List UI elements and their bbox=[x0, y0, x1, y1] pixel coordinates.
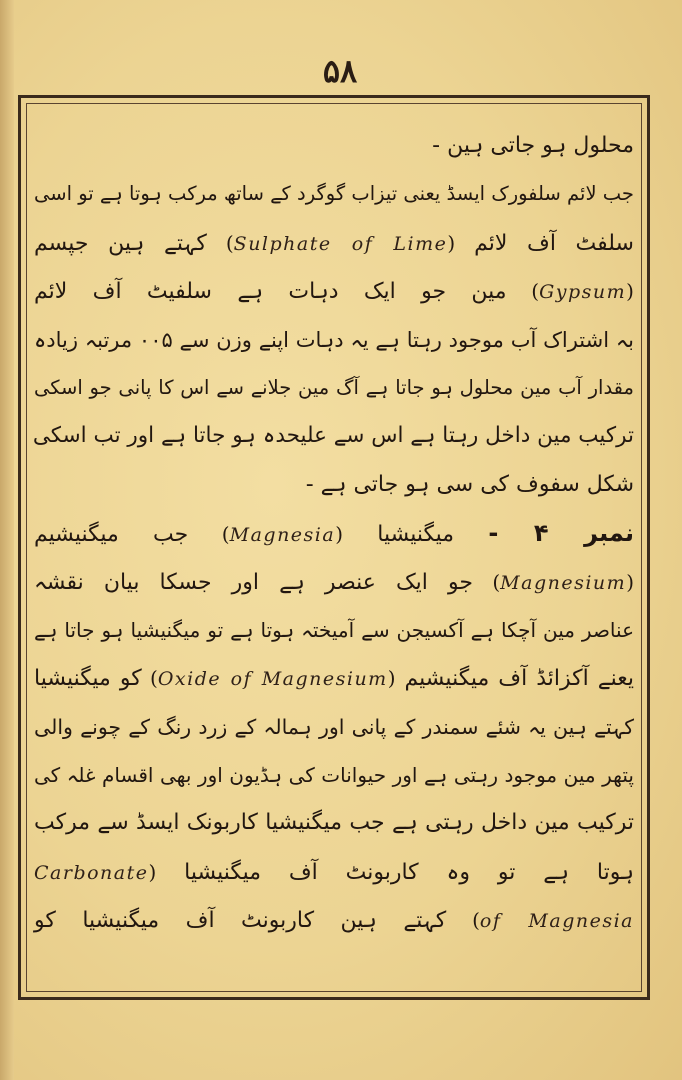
text-line bbox=[28, 267, 640, 315]
parenthesis: ( bbox=[387, 666, 396, 691]
urdu-text: ہوتا ہے تو وہ کاربونٹ آف میگنیشیا bbox=[156, 859, 634, 885]
text-line bbox=[28, 558, 640, 606]
latin-term: Sulphate of Lime bbox=[233, 232, 448, 255]
urdu-text: مقدار آب مین محلول ہو جاتا ہے آگ مین جلانے سے اس کا پانی جو اسکی bbox=[34, 375, 634, 399]
urdu-text: مین جو ایک دہات ہے سلفیٹ آف لائم bbox=[34, 279, 507, 305]
page-spine-shadow bbox=[0, 0, 14, 1080]
urdu-text: کہتے ہین یہ شئے سمندر کے پانی اور ہمالہ کے زرد رنگ کے چونے والی bbox=[34, 714, 634, 739]
urdu-text: جو ایک عنصر ہے اور جسکا بیان نقشہ bbox=[34, 569, 473, 595]
urdu-text: کہتے ہین جپسم bbox=[34, 230, 207, 256]
parenthesis: ( bbox=[447, 230, 475, 255]
urdu-text: جب لائم سلفورک ایسڈ یعنی تیزاب گوگرد کے ساتھ مرکب ہوتا ہے تو اسی bbox=[34, 182, 634, 206]
urdu-text: جب میگنیشیم bbox=[34, 522, 189, 548]
parenthesis: ) bbox=[188, 522, 230, 547]
urdu-text: ترکیب مین داخل رہتی ہے جب میگنیشیا کاربونک ایسڈ سے مرکب bbox=[34, 810, 634, 836]
urdu-text: سلفٹ آف لائم bbox=[474, 230, 634, 256]
text-line bbox=[28, 799, 640, 847]
urdu-text: شکل سفوف کی سی ہو جاتی ہے - bbox=[305, 471, 634, 497]
text-line bbox=[28, 412, 640, 460]
text-line bbox=[28, 896, 640, 944]
parenthesis: ( bbox=[335, 522, 344, 547]
urdu-text: پتھر مین موجود رہتی ہے اور حیوانات کی ہڈیون اور بھی اقسام غلہ کی bbox=[34, 763, 634, 788]
parenthesis: ) bbox=[206, 230, 234, 255]
urdu-text: کو میگنیشیا bbox=[34, 666, 142, 692]
parenthesis: ( bbox=[626, 279, 634, 304]
parenthesis: ) bbox=[141, 666, 158, 691]
text-line bbox=[28, 170, 640, 218]
urdu-text: یعنے آکزائڈ آف میگنیشیم bbox=[395, 666, 634, 692]
parenthesis: ) bbox=[472, 569, 501, 594]
text-line bbox=[28, 219, 640, 267]
page-number: ۵۸ bbox=[322, 52, 358, 90]
text-line bbox=[28, 703, 640, 751]
urdu-text: بہ اشتراک آب موجود رہتا ہے یہ دہات اپنے وزن سے ۰۰۵ مرتبہ زیادہ bbox=[34, 327, 634, 352]
parenthesis: ( bbox=[626, 569, 634, 594]
text-line bbox=[28, 606, 640, 654]
text-line bbox=[28, 122, 640, 170]
text-line bbox=[28, 316, 640, 364]
urdu-text: کہتے ہین کاربونٹ آف میگنیشیا کو bbox=[34, 908, 447, 934]
parenthesis: ) bbox=[446, 908, 480, 933]
urdu-text: میگنیشیا bbox=[343, 522, 489, 548]
text-line bbox=[28, 654, 640, 702]
urdu-text: محلول ہو جاتی ہین - bbox=[432, 133, 634, 158]
parenthesis: ) bbox=[506, 279, 540, 304]
latin-term: of Magnesia bbox=[479, 910, 634, 933]
latin-term: Magnesium bbox=[500, 571, 627, 594]
section-heading: نمبر ۴ - bbox=[488, 519, 635, 548]
latin-term: Magnesia bbox=[229, 524, 336, 547]
urdu-text: ترکیب مین داخل رہتا ہے اس سے علیحدہ ہو جاتا ہے اور تب اسکی bbox=[32, 423, 634, 449]
text-body bbox=[28, 122, 640, 984]
latin-term: Gypsum bbox=[539, 281, 627, 304]
text-line bbox=[28, 461, 640, 509]
text-line bbox=[28, 751, 640, 799]
latin-term: Carbonate bbox=[34, 861, 149, 884]
parenthesis: ( bbox=[148, 859, 157, 884]
latin-term: Oxide of Magnesium bbox=[157, 668, 388, 691]
text-line bbox=[28, 848, 640, 896]
urdu-text: عناصر مین آچکا ہے آکسیجن سے آمیختہ ہوتا ہے تو میگنیشیا ہو جاتا ہے bbox=[34, 617, 634, 642]
text-line bbox=[28, 364, 640, 412]
text-line bbox=[28, 509, 640, 557]
